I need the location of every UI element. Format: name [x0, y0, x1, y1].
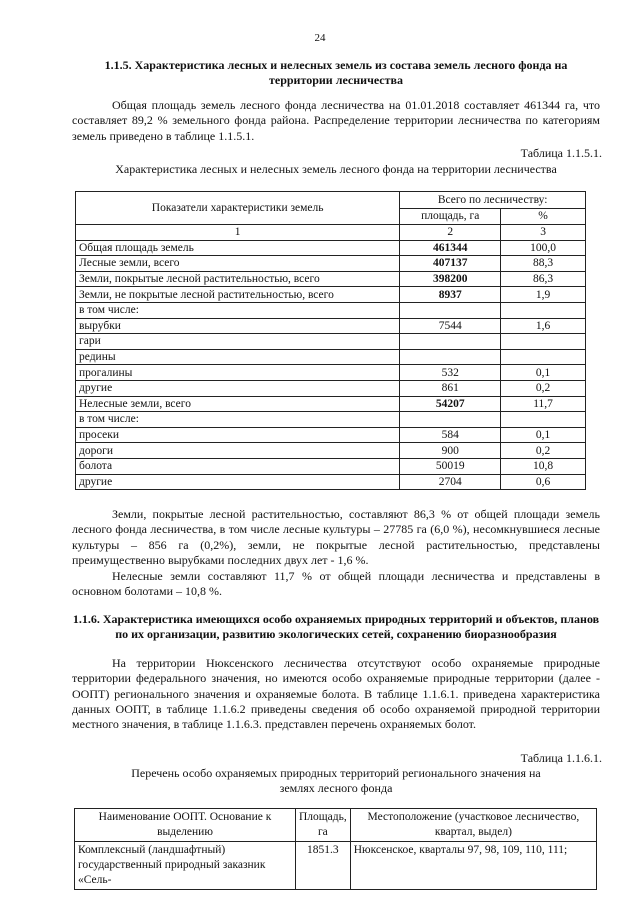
- row-label: Земли, не покрытые лесной растительностью, всего: [76, 287, 400, 303]
- col-number-3: 3: [501, 225, 586, 241]
- table-row: [76, 240, 586, 256]
- row-area: 900: [400, 443, 501, 459]
- row-pct: 10,8: [501, 458, 586, 474]
- table-row: [76, 287, 586, 303]
- row-area: 861: [400, 380, 501, 396]
- section-heading-1-1-5: 1.1.5. Характеристика лесных и нелесных земель из состава земель лесного фонда на территории лесничества: [104, 58, 568, 87]
- row-pct: 0,2: [501, 380, 586, 396]
- oopt-header-location: Местоположение (участковое лесничество, квартал, выдел): [350, 809, 596, 842]
- row-pct: 100,0: [501, 240, 586, 256]
- row-label: Лесные земли, всего: [76, 256, 400, 272]
- table-row: [76, 365, 586, 381]
- row-label: болота: [76, 458, 400, 474]
- row-area: [400, 302, 501, 318]
- row-pct: [501, 349, 586, 365]
- row-pct: 0,1: [501, 427, 586, 443]
- paragraph-forest-cover: [72, 507, 600, 568]
- table-caption-1-1-5-1: Характеристика лесных и нелесных земель лесного фонда на территории лесничества: [115, 162, 557, 176]
- col-number-1: 1: [76, 225, 400, 241]
- row-pct: 1,6: [501, 318, 586, 334]
- row-pct: [501, 412, 586, 428]
- row-area: 532: [400, 365, 501, 381]
- row-label: Нелесные земли, всего: [76, 396, 400, 412]
- row-pct: 88,3: [501, 256, 586, 272]
- header-area: площадь, га: [400, 208, 501, 225]
- table-row: [76, 412, 586, 428]
- section-heading-1-1-6: 1.1.6. Характеристика имеющихся особо охраняемых природных территорий и объектов, планов по их организации, развитию экологических сетей, сохранению биоразнообразия: [72, 612, 600, 641]
- row-area: 8937: [400, 287, 501, 303]
- table-row: [76, 334, 586, 350]
- row-pct: 1,9: [501, 287, 586, 303]
- paragraph-nonforest: [72, 569, 600, 600]
- paragraph-nonforest-text: Нелесные земли составляют 11,7 % от общей площади лесничества и представлены в основном болотами – 10,8 %.: [72, 569, 600, 599]
- table-row: [76, 349, 586, 365]
- row-label: гари: [76, 334, 400, 350]
- intro-paragraph: [72, 98, 600, 144]
- oopt-row-name: Комплексный (ландшафтный) государственный природный заказник «Сель-: [75, 842, 296, 890]
- row-area: 54207: [400, 396, 501, 412]
- col-number-2: 2: [400, 225, 501, 241]
- table-row: [76, 443, 586, 459]
- land-characteristics-table: [75, 191, 586, 490]
- table-label-1-1-6-1: Таблица 1.1.6.1.: [520, 751, 602, 765]
- oopt-row-location: Нюксенское, кварталы 97, 98, 109, 110, 111;: [350, 842, 596, 890]
- header-indicator: Показатели характеристики земель: [76, 192, 400, 225]
- row-pct: [501, 302, 586, 318]
- row-area: [400, 349, 501, 365]
- row-label: дороги: [76, 443, 400, 459]
- row-pct: [501, 334, 586, 350]
- row-area: 584: [400, 427, 501, 443]
- row-area: [400, 412, 501, 428]
- table-row: [76, 302, 586, 318]
- row-area: 7544: [400, 318, 501, 334]
- row-label: просеки: [76, 427, 400, 443]
- row-area: 461344: [400, 240, 501, 256]
- header-total: Всего по лесничеству:: [400, 192, 586, 209]
- row-pct: 0,6: [501, 474, 586, 490]
- row-label: другие: [76, 474, 400, 490]
- table-row: [76, 474, 586, 490]
- oopt-row: [75, 842, 597, 890]
- oopt-header-area: Площадь, га: [296, 809, 351, 842]
- row-area: 2704: [400, 474, 501, 490]
- table-row: [76, 271, 586, 287]
- table-row: [76, 396, 586, 412]
- oopt-paragraph: [72, 656, 600, 732]
- oopt-header-name: Наименование ООПТ. Основание к выделению: [75, 809, 296, 842]
- table-label-1-1-5-1: Таблица 1.1.5.1.: [520, 146, 602, 160]
- row-label: другие: [76, 380, 400, 396]
- table-header-row: [76, 192, 586, 209]
- paragraph-forest-cover-text: Земли, покрытые лесной растительностью, составляют 86,3 % от общей площади земель лесного фонда лесничества, в том числе лесные культуры – 27785 га (6,0 %), несомкнувшиеся лесные культуры – 856 га (0,2%), земли, не покрытые лесной растительностью, представлены преимущественно вырубками последних двух лет - 1,6 %.: [72, 507, 600, 567]
- table-column-numbers: [76, 225, 586, 241]
- intro-text: Общая площадь земель лесного фонда лесничества на 01.01.2018 составляет 461344 га, что составляет 89,2 % земельного фонда района. Распределение территории лесничества по категориям земель приведено в таблице 1.1.5.1.: [72, 98, 600, 143]
- table-row: [76, 427, 586, 443]
- row-label: Общая площадь земель: [76, 240, 400, 256]
- oopt-paragraph-text: На территории Нюксенского лесничества отсутствуют особо охраняемые природные территории федерального значения, но имеются особо охраняемые природные территории (далее - ООПТ) регионального значения и охраняемые болота. В таблице 1.1.6.1. приведена характеристика данных ООПТ, в таблице 1.1.6.2 приведены сведения об особо охраняемой природной территории местного значения, в таблице 1.1.6.3. представлен перечень охраняемых болот.: [72, 656, 600, 732]
- table-row: [76, 318, 586, 334]
- row-area: [400, 334, 501, 350]
- page-number: 24: [314, 32, 326, 44]
- row-label: в том числе:: [76, 302, 400, 318]
- row-label: вырубки: [76, 318, 400, 334]
- header-pct: %: [501, 208, 586, 225]
- table-caption-1-1-6-1: Перечень особо охраняемых природных территорий регионального значения на землях лесного фонда: [131, 766, 541, 795]
- table-row: [76, 458, 586, 474]
- row-label: в том числе:: [76, 412, 400, 428]
- row-pct: 11,7: [501, 396, 586, 412]
- table-row: [76, 256, 586, 272]
- oopt-row-area: 1851.3: [296, 842, 351, 890]
- oopt-header-row: [75, 809, 597, 842]
- row-pct: 86,3: [501, 271, 586, 287]
- oopt-table: [74, 808, 597, 890]
- row-label: прогалины: [76, 365, 400, 381]
- table-row: [76, 380, 586, 396]
- row-pct: 0,1: [501, 365, 586, 381]
- row-area: 50019: [400, 458, 501, 474]
- row-label: редины: [76, 349, 400, 365]
- row-label: Земли, покрытые лесной растительностью, всего: [76, 271, 400, 287]
- row-area: 407137: [400, 256, 501, 272]
- row-area: 398200: [400, 271, 501, 287]
- row-pct: 0,2: [501, 443, 586, 459]
